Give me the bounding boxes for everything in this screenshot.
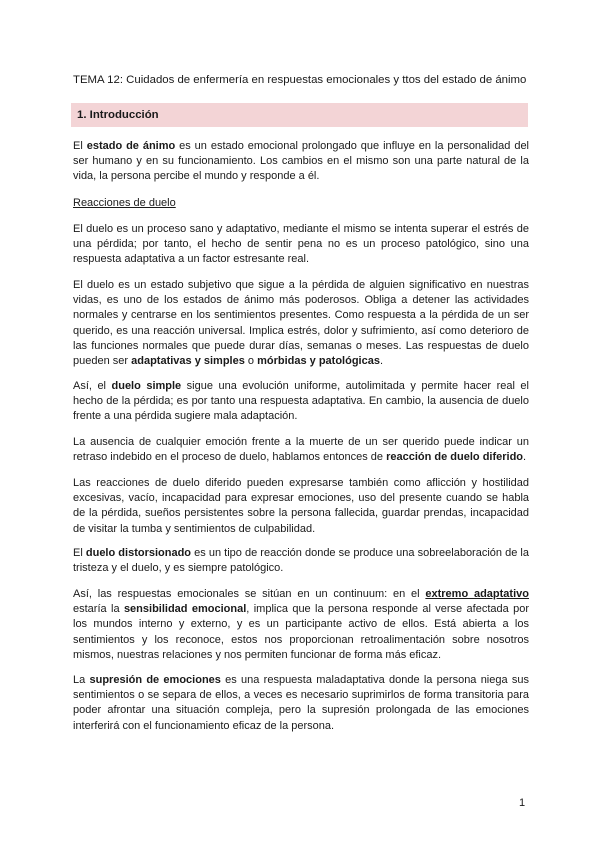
bold-term: mórbidas y patológicas — [257, 355, 380, 368]
text-run: es un tipo de reacción donde se produce una sobreelaboración de la tristeza y el duelo, y es siempre patológico. — [73, 547, 529, 575]
text-run: estaría la — [73, 603, 124, 616]
page-number: 1 — [519, 797, 526, 809]
paragraph-reacciones-diferido: Las reacciones de duelo diferido pueden expresarse también como aflicción y hostilidad excesivas, vacío, incapacidad para expresar emociones, uso del presente cuando se habla de la pérdida, sueños persistentes sobre la persona fallecida, guardar prendas, incapacidad de visitar la tumba y sentimientos de culpabilidad. — [73, 477, 529, 535]
text-run: La — [73, 674, 90, 686]
text-run: es un estado emocional prolongado que influye en la personalidad del ser humano y en su funcionamiento. Los cambios en el mismo son una parte natural de la vida, la persona percibe el mundo y responde a él. — [73, 140, 530, 183]
text-run: El duelo es un estado subjetivo que sigue a la pérdida de alguien significativo en nuestras vidas, es uno de los estados de ánimo más poderosos. Obliga a detener las actividades normales y centrarse en los sentimientos presentes. Como respuesta a la pérdida de un ser querido, es una reacción universal. Implica estrés, dolor y sufrimiento, así como deterioro de las funciones normales que puede durar días, semanas o meses. Las respuestas de duelo pueden ser — [73, 279, 529, 368]
section-title: 1. Introducción — [77, 109, 159, 121]
text-run: Así, las respuestas emocionales se sitúan en un continuum: en el — [73, 588, 426, 600]
text-run: La ausencia de cualquier emoción frente a la muerte de un ser querido puede indicar un retraso indebido en el proceso de duelo, hablamos entonces de — [73, 436, 529, 464]
subheading-reacciones-de-duelo: Reacciones de duelo — [73, 197, 176, 209]
bold-term: reacción de duelo diferido — [386, 451, 524, 464]
bold-term: duelo simple — [111, 380, 182, 392]
text-run: . — [379, 355, 384, 368]
text-run: El — [73, 547, 86, 559]
paragraph-continuum — [73, 587, 529, 663]
paragraph-duelo-diferido — [73, 435, 529, 465]
text-run: El — [73, 140, 87, 152]
text-run: o — [244, 355, 258, 368]
paragraph-supresion — [73, 673, 529, 734]
paragraph-duelo-proceso: El duelo es un proceso sano y adaptativo, mediante el mismo se intenta superar el estrés de una pérdida; por tanto, el hecho de sentir pena no es un proceso patológico, sino una respuesta adaptativa a un factor estresante real. — [73, 223, 529, 266]
paragraph-duelo-estado-subjetivo — [73, 278, 529, 369]
bold-term: adaptativas y simples — [131, 355, 245, 368]
text-run: , implica que la persona responde al verse afectada por los mundos interno y externo, y es un participante activo de ellos. Está abierta a los sentimientos y los reconoce, estos nos proporcionan retroalimentación sobre nosotros mismos, nuestras relaciones y nos permiten funcionar de forma más eficaz. — [73, 603, 529, 661]
bold-term: duelo distorsionado — [85, 547, 192, 559]
text-run: Así, el — [73, 380, 112, 392]
paragraph-duelo-simple — [73, 379, 529, 425]
bold-term: sensibilidad emocional — [123, 603, 247, 616]
paragraph-estado-de-animo — [73, 139, 529, 185]
text-run: es una respuesta maladaptativa donde la persona niega sus sentimientos o se separa de ellos, a veces es necesario suprimirlos de forma transitoria para poder afrontar una situación compleja, pero la supresión prolongada de las emociones interferirá con el funcionamiento eficaz de la persona. — [73, 674, 529, 732]
paragraph-duelo-distorsionado — [73, 546, 529, 576]
bold-underlined-term: extremo adaptativo — [425, 588, 529, 600]
text-run: . — [523, 451, 527, 464]
text-run: sigue una evolución uniforme, autolimitada y permite hacer real el hecho de la pérdida; es por tanto una respuesta adaptativa. En cambio, la ausencia de duelo frente a una pérdida sugiere mala adaptación. — [73, 380, 529, 423]
bold-term: supresión de emociones — [89, 674, 221, 686]
bold-term: estado de ánimo — [86, 140, 176, 152]
document-header-title: TEMA 12: Cuidados de enfermería en respuestas emocionales y ttos del estado de ánimo — [73, 74, 527, 86]
